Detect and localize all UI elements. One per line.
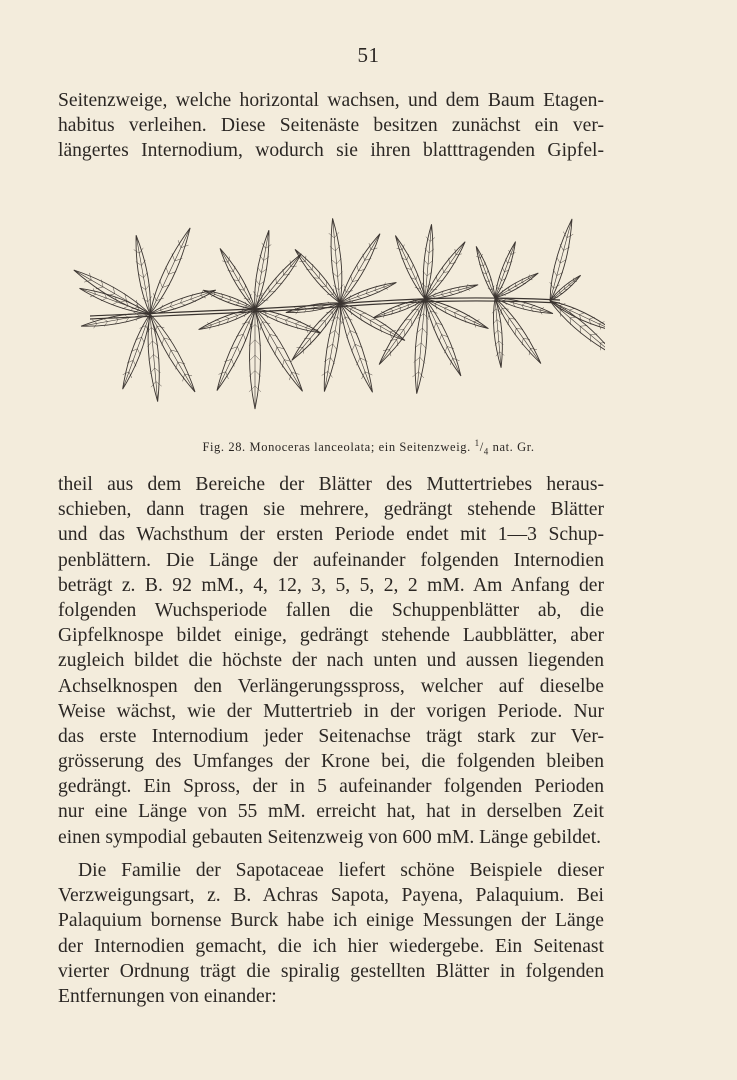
text-line: habitus verleihen. Diese Seitenäste besitzen zunächst ein ver- [58,115,604,137]
caption-prefix: Fig. 28. Monoceras lanceolata; ein Seitenzweig. [202,440,471,455]
figure-illustration [55,170,605,434]
paragraph-2 [58,472,604,850]
leaf [473,245,498,299]
text-line: Weise wächst, wie der Muttertrieb in der vorigen Periode. Nur [58,700,604,722]
leaf [250,306,307,394]
caption-fraction: $^1/_4$ [474,438,489,457]
leaf [547,297,605,360]
leaf [327,218,345,304]
text-line: Achselknospen den Verlängerungsspross, welcher auf dieselbe [58,675,604,697]
text-line: grösserung des Umfanges der Krone bei, die folgenden bleiben [58,751,604,773]
paragraph-3 [58,858,604,1009]
text-line: einen sympodial gebauten Seitenzweig von 600 mM. Länge gebildet. [58,826,602,848]
text-line: theil aus dem Bereiche der Blätter des Muttertriebes heraus- [58,474,604,495]
caption-suffix: nat. Gr. [492,440,535,455]
text-line: penblättern. Die Länge der aufeinander folgenden Internodien [58,549,604,571]
figure-caption [0,438,737,457]
leaf [216,246,258,311]
leaf [249,309,261,409]
text-line: Die Familie der Sapotaceae liefert schöne Beispiele dieser [78,860,604,881]
text-line: folgenden Wuchsperiode fallen die Schuppenblätter ab, die [58,599,604,621]
text-line: Palaquium bornense Burck habe ich einige Messungen der Länge [58,910,604,932]
text-line: gedrängt. Ein Spross, der in 5 aufeinander folgenden Perioden [58,776,604,798]
leaf [335,301,378,394]
text-line: Seitenzweige, welche horizontal wachsen, und dem Baum Etagen- [58,90,604,111]
paragraph-1 [58,88,604,164]
text-line: Verzweigungsart, z. B. Achras Sapota, Payena, Palaquium. Bei [58,885,604,907]
leaf [491,295,545,366]
leaf [411,298,431,394]
text-line: schieben, dann tragen sie mehrere, gedrängt stehende Blätter [58,499,604,521]
branch-drawing [55,170,605,434]
text-line: zugleich bildet die höchste der nach unten und aussen liegenden [58,650,604,672]
leaf [492,240,519,299]
text-line: das erste Internodium jeder Seitenachse trägt stark zur Ver- [58,725,604,747]
text-line: beträgt z. B. 92 mM., 4, 12, 3, 5, 5, 2, 2 mM. Am Anfang der [58,574,604,596]
text-line: und das Wachsthum der ersten Periode endet mit 1—3 Schup- [58,524,604,546]
text-line: der Internodien gemacht, die ich hier wiedergebe. Ein Seitenast [58,935,604,957]
leaf [336,231,384,305]
text-line: nur eine Länge von 55 mM. erreicht hat, hat in derselben Zeit [58,801,604,823]
text-line: Gipfelknospe bildet einige, gedrängt stehende Laubblätter, aber [58,625,604,647]
leaf [545,218,577,303]
text-line: längertes Internodium, wodurch sie ihren blatttragenden Gipfel- [58,140,604,162]
text-line: Entfernungen von einander: [58,985,277,1007]
leaf [131,234,154,314]
leaf [78,284,152,318]
leaf [420,224,436,300]
text-line: vierter Ordnung trägt die spiralig gestellten Blätter in folgenden [58,960,604,982]
page-number: 51 [357,43,380,67]
